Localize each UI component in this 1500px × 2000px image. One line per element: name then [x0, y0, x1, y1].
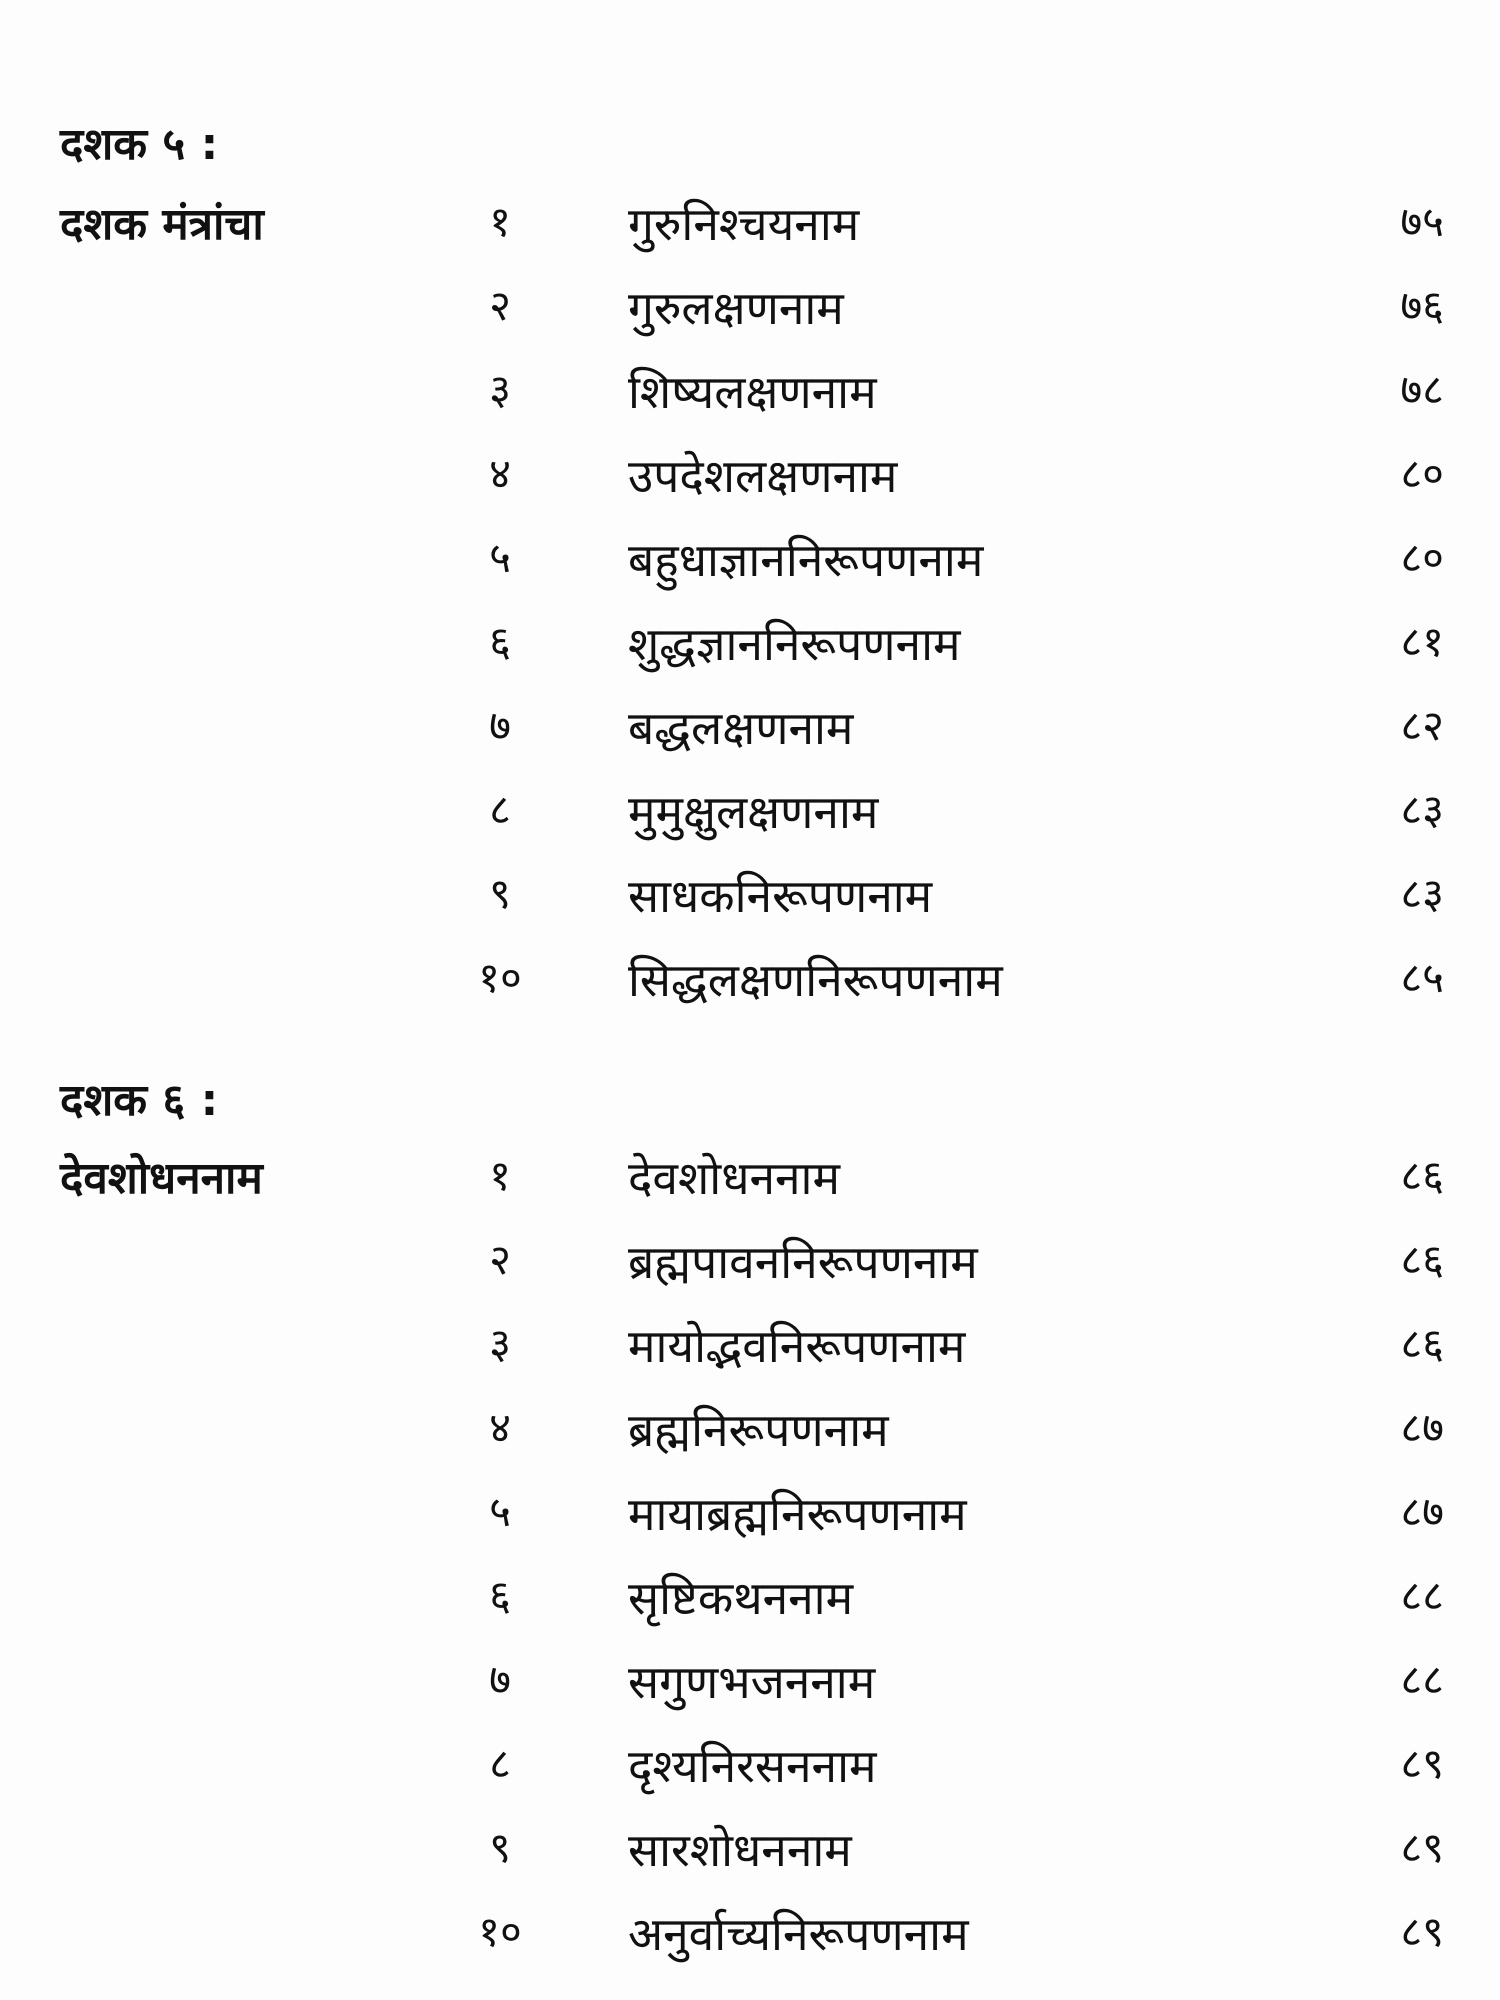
page-number: ८६	[1400, 1151, 1444, 1200]
toc-row	[0, 1566, 1500, 1650]
chapter-name: मायाब्रह्मनिरूपणनाम	[628, 1487, 967, 1541]
chapter-number: ६	[489, 617, 511, 666]
page-number: ८८	[1400, 1571, 1444, 1620]
page-number: ८९	[1400, 1739, 1444, 1788]
toc-row	[0, 276, 1500, 360]
chapter-number: ६	[489, 1571, 511, 1620]
chapter-name: गुरुलक्षणनाम	[628, 281, 844, 335]
chapter-name: बद्धलक्षणनाम	[628, 701, 854, 755]
toc-row	[0, 1650, 1500, 1734]
page-number: ७६	[1400, 281, 1444, 330]
chapter-name: मुमुक्षुलक्षणनाम	[628, 785, 879, 839]
chapter-name: सिद्धलक्षणनिरूपणनाम	[628, 953, 1003, 1007]
section-heading: दशक ६ :	[60, 1075, 219, 1126]
chapter-name: सारशोधननाम	[628, 1823, 852, 1877]
chapter-number: ४	[489, 1403, 511, 1452]
chapter-name: शुद्धज्ञाननिरूपणनाम	[628, 617, 961, 671]
chapter-name: साधकनिरूपणनाम	[628, 869, 933, 923]
chapter-number: ८	[489, 1739, 511, 1788]
chapter-number: २	[489, 1235, 511, 1284]
chapter-number: ७	[489, 1655, 511, 1704]
section-title: दशक मंत्रांचा	[60, 199, 264, 250]
chapter-number: ५	[489, 1487, 511, 1536]
chapter-number: १०	[478, 953, 522, 1002]
toc-row	[0, 1314, 1500, 1398]
page-number: ८७	[1400, 1487, 1444, 1536]
page-number: ७८	[1400, 365, 1444, 414]
chapter-name: दृश्यनिरसननाम	[628, 1739, 877, 1793]
chapter-name: शिष्यलक्षणनाम	[628, 365, 877, 419]
page-number: ८८	[1400, 1655, 1444, 1704]
chapter-name: उपदेशलक्षणनाम	[628, 449, 898, 503]
section-heading: दशक ५ :	[60, 119, 219, 170]
page-number: ८९	[1400, 1907, 1444, 1956]
toc-row	[0, 1818, 1500, 1902]
toc-row	[0, 1398, 1500, 1482]
toc-row	[0, 1230, 1500, 1314]
page-number: ८०	[1400, 449, 1444, 498]
toc-row	[0, 696, 1500, 780]
chapter-number: ८	[489, 785, 511, 834]
page-number: ८५	[1400, 953, 1444, 1002]
toc-row	[0, 1902, 1500, 1986]
chapter-name: बहुधाज्ञाननिरूपणनाम	[628, 533, 984, 587]
chapter-number: ४	[489, 449, 511, 498]
chapter-number: २	[489, 281, 511, 330]
chapter-number: १०	[478, 1907, 522, 1956]
page-number: ८०	[1400, 533, 1444, 582]
toc-row	[0, 444, 1500, 528]
chapter-number: ९	[489, 1823, 511, 1872]
section-title: देवशोधननाम	[60, 1153, 263, 1204]
toc-row	[0, 1734, 1500, 1818]
toc-row	[0, 864, 1500, 948]
toc-row	[0, 528, 1500, 612]
toc-row	[0, 948, 1500, 1032]
page-number: ७५	[1400, 197, 1444, 246]
page-number: ८९	[1400, 1823, 1444, 1872]
chapter-name: सगुणभजननाम	[628, 1655, 876, 1709]
chapter-name: ब्रह्मपावननिरूपणनाम	[628, 1235, 978, 1289]
chapter-number: १	[489, 1151, 511, 1200]
page-number: ८६	[1400, 1319, 1444, 1368]
chapter-name: अनुर्वाच्यनिरूपणनाम	[628, 1907, 969, 1961]
chapter-name: मायोद्भवनिरूपणनाम	[628, 1319, 966, 1373]
chapter-name: गुरुनिश्चयनाम	[628, 197, 860, 251]
page-number: ८३	[1400, 869, 1444, 918]
chapter-number: ३	[489, 1319, 511, 1368]
toc-row	[0, 192, 1500, 276]
chapter-number: ९	[489, 869, 511, 918]
chapter-number: ७	[489, 701, 511, 750]
chapter-number: १	[489, 197, 511, 246]
chapter-name: ब्रह्मनिरूपणनाम	[628, 1403, 889, 1457]
toc-row	[0, 1146, 1500, 1230]
toc-row	[0, 780, 1500, 864]
chapter-name: देवशोधननाम	[628, 1151, 840, 1205]
toc-row	[0, 360, 1500, 444]
page-number: ८७	[1400, 1403, 1444, 1452]
chapter-number: ३	[489, 365, 511, 414]
page-number: ८६	[1400, 1235, 1444, 1284]
chapter-number: ५	[489, 533, 511, 582]
page-number: ८१	[1400, 617, 1444, 666]
toc-row	[0, 612, 1500, 696]
page-number: ८३	[1400, 785, 1444, 834]
chapter-name: सृष्टिकथननाम	[628, 1571, 854, 1625]
toc-row	[0, 1482, 1500, 1566]
page-number: ८२	[1400, 701, 1444, 750]
